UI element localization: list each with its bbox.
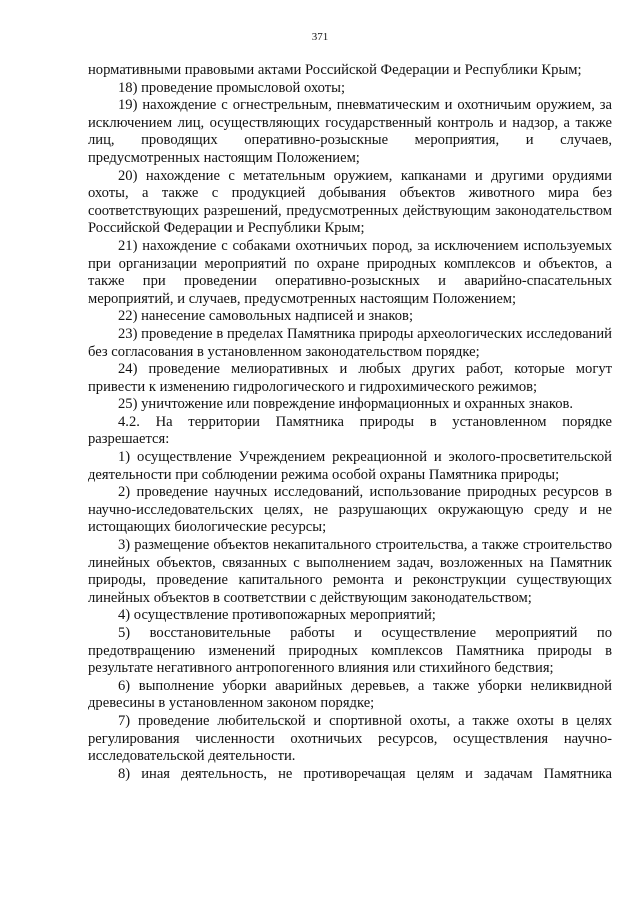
paragraph: 7) проведение любительской и спортивной охоты, а также охоты в целях регулирования численности охотничьих ресурсов, осуществления научно-исследовательской деятельности. — [88, 712, 612, 765]
paragraph: 1) осуществление Учреждением рекреационной и эколого-просветительской деятельности при соблюдении режима особой охраны Памятника природы; — [88, 449, 612, 483]
paragraph: 22) нанесение самовольных надписей и знаков; — [118, 308, 414, 325]
paragraph: 5) восстановительные работы и осуществление мероприятий по предотвращению изменений природных комплексов Памятника природы в результате негативного антропогенного влияния или стихийного бедствия; — [88, 625, 612, 677]
paragraph: 2) проведение научных исследований, использование природных ресурсов в научно-исследовательских целях, не разрушающих окружающую среду и не истощающих биологические ресурсы; — [88, 484, 612, 536]
paragraph: 8) иная деятельность, не противоречащая целям и задачам Памятника — [118, 765, 612, 782]
paragraph: 18) проведение промысловой охоты; — [118, 79, 346, 96]
paragraph: 24) проведение мелиоративных и любых других работ, которые могут привести к изменению гидрологического и гидрохимического режимов; — [88, 361, 612, 395]
paragraph: 25) уничтожение или повреждение информационных и охранных знаков. — [118, 396, 574, 413]
paragraph: 19) нахождение с огнестрельным, пневматическим и охотничьим оружием, за исключением лиц, осуществляющих государственный контроль и надзор, а также лиц, проводящих оперативно-розыскные мероприятия, и случаев, предусмотренных настоящим Положением; — [88, 97, 612, 166]
paragraph: нормативными правовыми актами Российской Федерации и Республики Крым; — [88, 62, 582, 78]
page-number: 371 — [311, 31, 329, 43]
paragraph: 20) нахождение с метательным оружием, капканами и другими орудиями охоты, а также с продукцией добывания объектов животного мира без соответствующих разрешений, предусмотренных действующим законодательством Российской Федерации и Республики Крым; — [88, 167, 612, 237]
paragraph: 21) нахождение с собаками охотничьих пород, за исключением используемых при организации мероприятий по охране природных комплексов и объектов, а также при проведении оперативно-розыскных и аварийно-спасательных мероприятий, и случаев, предусмотренных настоящим Положением; — [88, 237, 612, 307]
paragraph: 3) размещение объектов некапитального строительства, а также строительство линейных объектов, связанных с выполнением задач, возложенных на Памятник природы, проведение капитального ремонта и реконструкции существующих линейных объектов в соответствии с действующим законодательством; — [88, 537, 612, 606]
document-body — [88, 62, 612, 783]
paragraph: 6) выполнение уборки аварийных деревьев, а также уборки неликвидной древесины в установленном законом порядке; — [88, 677, 612, 712]
paragraph: 4) осуществление противопожарных мероприятий; — [118, 607, 436, 624]
paragraph: 4.2. На территории Памятника природы в установленном порядке разрешается: — [88, 413, 612, 448]
paragraph: 23) проведение в пределах Памятника природы археологических исследований без согласования в установленном законодательством порядке; — [88, 325, 612, 360]
